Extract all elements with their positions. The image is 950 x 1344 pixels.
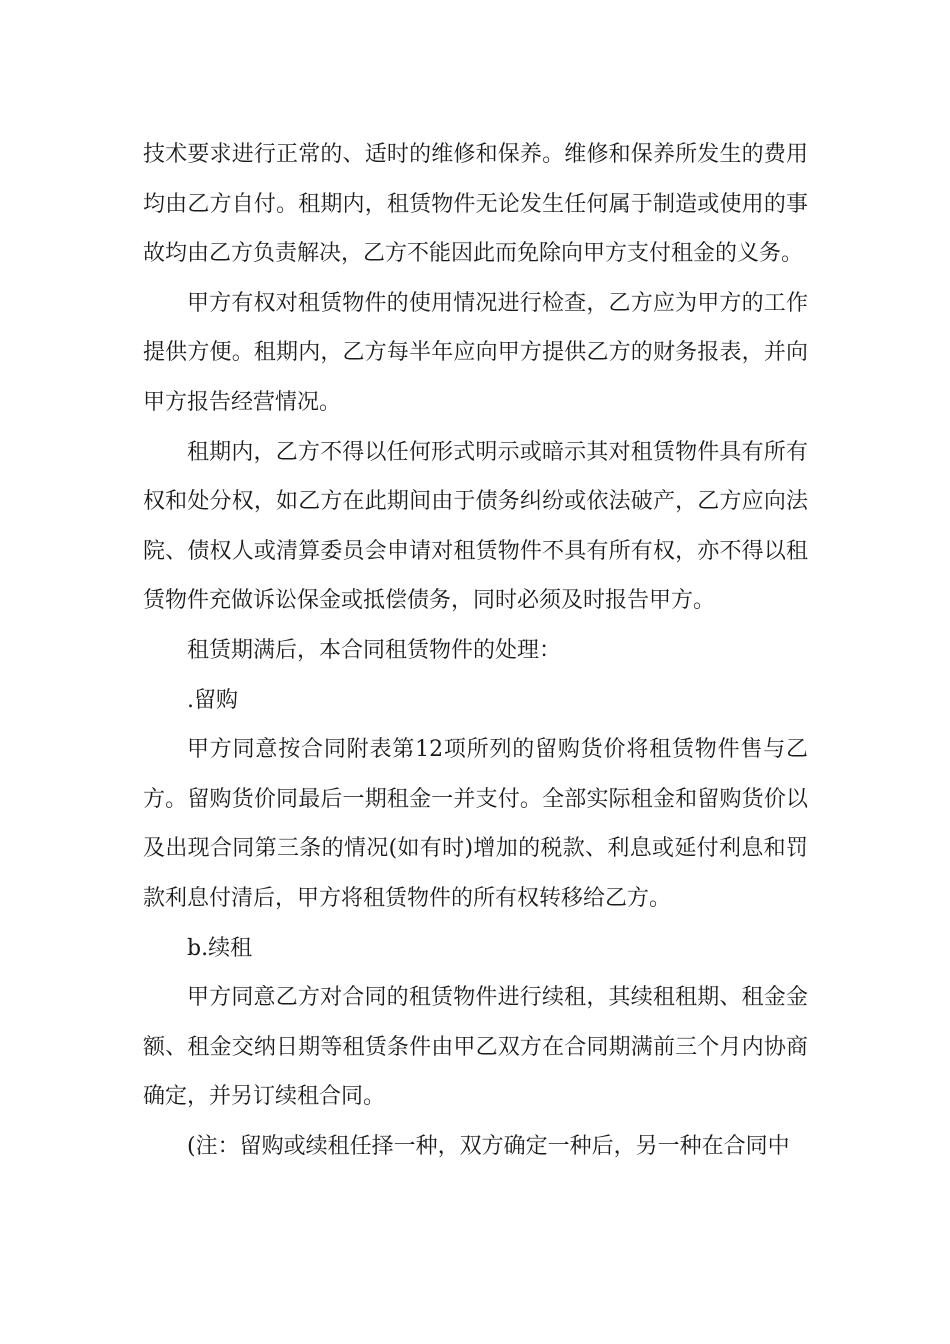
paragraph-inspection: 甲方有权对租赁物件的使用情况进行检查，乙方应为甲方的工作提供方便。租期内，乙方每半年应向甲方提供乙方的财务报表，并向甲方报告经营情况。 [143, 290, 808, 415]
document-body [143, 130, 808, 1171]
paragraph-renewal: 甲方同意乙方对合同的租赁物件进行续租，其续租租期、租金金额、租金交纳日期等租赁条件由甲乙双方在合同期满前三个月内协商确定，并另订续租合同。 [143, 985, 808, 1110]
paragraph-maintenance: 技术要求进行正常的、适时的维修和保养。维修和保养所发生的费用均由乙方自付。租期内，租赁物件无论发生任何属于制造或使用的事故均由乙方负责解决，乙方不能因此而免除向甲方支付租金的义务。 [143, 142, 808, 267]
paragraph-ownership: 租期内，乙方不得以任何形式明示或暗示其对租赁物件具有所有权和处分权，如乙方在此期间由于债务纠纷或依法破产，乙方应向法院、债权人或清算委员会申请对租赁物件不具有所有权，亦不得以租赁物件充做诉讼保金或抵偿债务，同时必须及时报告甲方。 [143, 439, 808, 614]
heading-purchase: .留购 [187, 687, 238, 713]
paragraph-expiry-handling: 租赁期满后，本合同租赁物件的处理： [187, 637, 562, 663]
paragraph-purchase: 甲方同意按合同附表第12项所列的留购货价将租赁物件售与乙方。留购货价同最后一期租金一并支付。全部实际租金和留购货价以及出现合同第三条的情况(如有时)增加的税款、利息或延付利息和罚款利息付清后，甲方将租赁物件的所有权转移给乙方。 [143, 737, 808, 911]
paragraph-note: (注：留购或续租任择一种，双方确定一种后，另一种在合同中 [187, 1133, 790, 1159]
heading-renewal: b.续租 [187, 935, 253, 961]
